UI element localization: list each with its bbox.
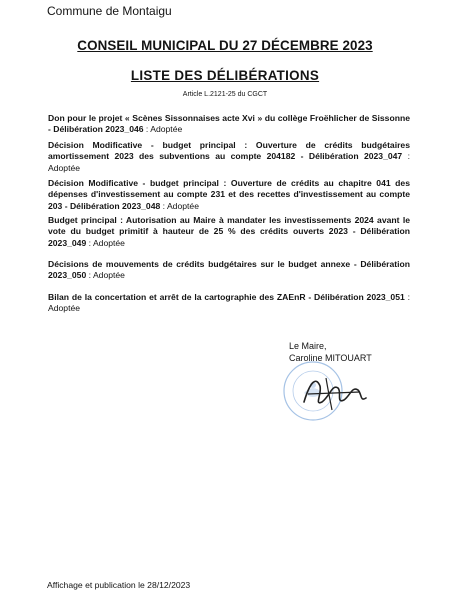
deliberation-item <box>48 140 410 174</box>
deliberation-text: Don pour le projet « Scènes Sissonnaises acte Xvi » du collège Froëhlicher de Sissonne - Délibération 2023_046 <box>48 113 410 135</box>
deliberation-status: : Adoptée <box>160 200 199 211</box>
deliberation-status: : Adoptée <box>143 124 183 135</box>
deliberation-text: Décisions de mouvements de crédits budgétaires sur le budget annexe - Délibération 2023_050 <box>48 259 410 281</box>
legal-reference: Article L.2121-25 du CGCT <box>182 91 268 98</box>
signatory-name: Caroline MITOUART <box>289 353 372 363</box>
deliberation-status: : Adoptée <box>86 270 125 281</box>
deliberation-item <box>48 259 410 282</box>
deliberation-status: : Adoptée <box>86 237 125 248</box>
deliberation-item <box>48 292 410 315</box>
signatory-title: Le Maire, <box>289 341 327 351</box>
deliberation-item <box>48 215 410 249</box>
deliberation-text: Budget principal : Autorisation au Maire à mandater les investissements 2024 avant le vote du budget primitif à hauteur de 25 % des crédits ouverts 2023 - Délibération 2023_049 <box>48 215 410 248</box>
deliberation-status: : Adoptée <box>48 292 410 314</box>
deliberation-item <box>48 113 410 136</box>
deliberation-text: Bilan de la concertation et arrêt de la cartographie des ZAEnR - Délibération 2023_051 <box>48 292 405 302</box>
commune-name: Commune de Montaigu <box>47 4 172 18</box>
deliberation-text: Décision Modificative - budget principal : Ouverture de crédits au chapitre 041 des dépenses d'investissement au compte 231 et des recettes d'investissement au compte 203 - Délibération 2023_048 <box>48 178 410 211</box>
document-title: CONSEIL MUNICIPAL DU 27 DÉCEMBRE 2023 <box>77 38 373 53</box>
deliberation-item <box>48 178 410 212</box>
document-subtitle: LISTE DES DÉLIBÉRATIONS <box>130 68 320 83</box>
handwritten-signature <box>300 372 370 414</box>
publication-date: Affichage et publication le 28/12/2023 <box>47 580 191 590</box>
deliberation-text: Décision Modificative - budget principal : Ouverture de crédits budgétaires amortissement 2023 des subventions au compte 204182 - Délibération 2023_047 <box>48 140 410 162</box>
deliberation-status: : Adoptée <box>48 151 410 173</box>
